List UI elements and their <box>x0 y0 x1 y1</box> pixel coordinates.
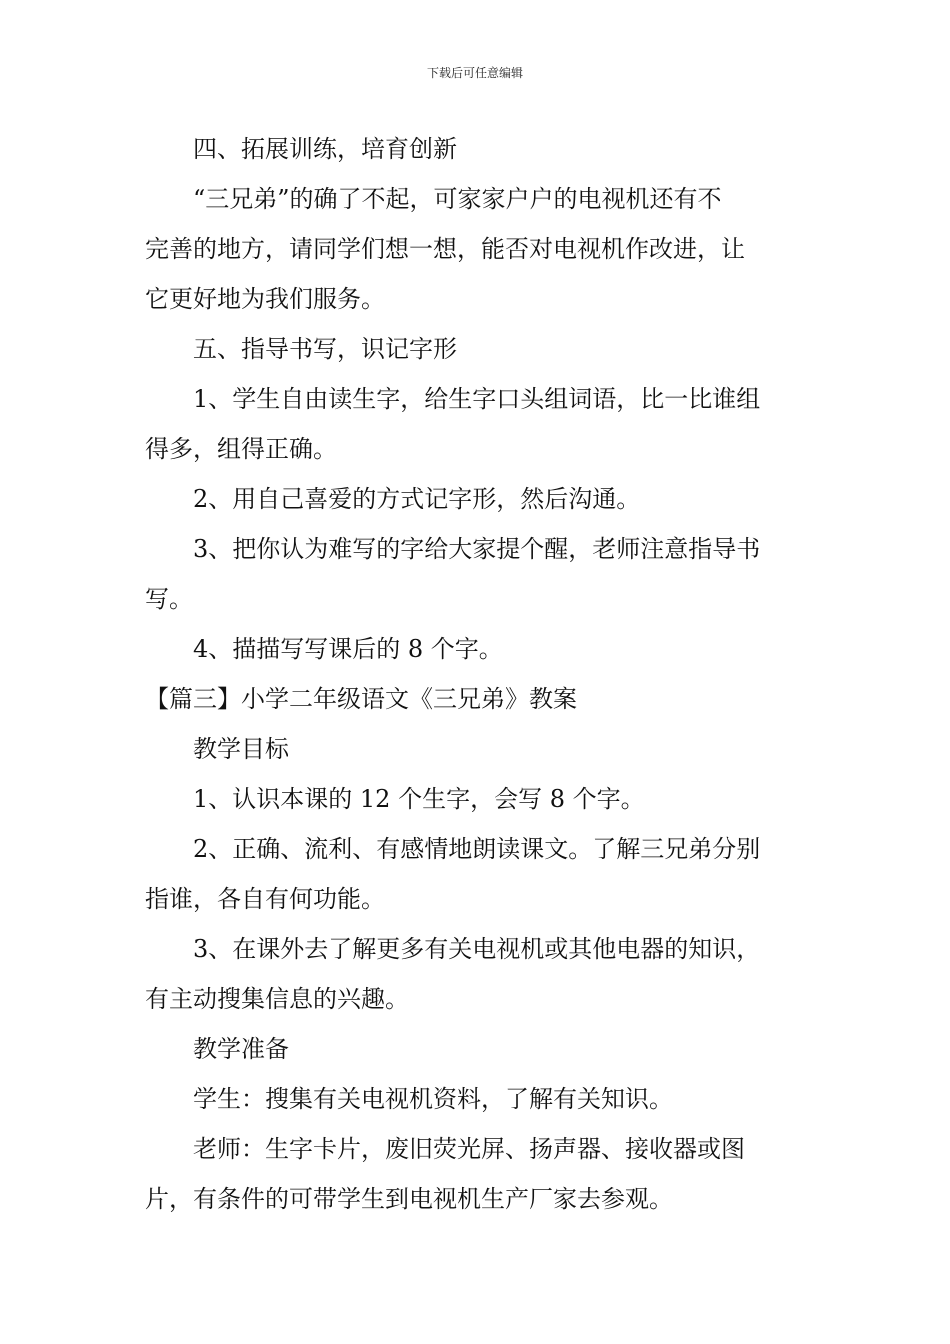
paragraph <box>145 524 809 624</box>
text-line: 1、学生自由读生字，给生字口头组词语，比一比谁组 <box>193 385 761 413</box>
text-line: 学生：搜集有关电视机资料，了解有关知识。 <box>193 1085 673 1113</box>
text-line: 教学目标 <box>193 735 289 763</box>
paragraph <box>145 774 809 824</box>
paragraph <box>145 1124 809 1224</box>
text-line: 3、在课外去了解更多有关电视机或其他电器的知识， <box>193 935 761 963</box>
text-line: 四、拓展训练，培育创新 <box>193 135 457 163</box>
paragraph <box>145 174 809 324</box>
document-body <box>145 124 809 1224</box>
subheading <box>145 724 809 774</box>
paragraph <box>145 324 809 374</box>
text-line: 3、把你认为难写的字给大家提个醒，老师注意指导书 <box>193 535 761 563</box>
paragraph <box>145 824 809 924</box>
text-line: 【篇三】小学二年级语文《三兄弟》教案 <box>145 685 577 713</box>
paragraph <box>145 924 809 1024</box>
text-line: 它更好地为我们服务。 <box>145 285 385 313</box>
text-line: 2、用自己喜爱的方式记字形，然后沟通。 <box>193 485 641 513</box>
text-line: 教学准备 <box>193 1035 289 1063</box>
paragraph <box>145 1074 809 1124</box>
paragraph <box>145 374 809 474</box>
text-line: 2、正确、流利、有感情地朗读课文。了解三兄弟分别 <box>193 835 761 863</box>
text-line: 指谁，各自有何功能。 <box>145 885 385 913</box>
subheading <box>145 1024 809 1074</box>
section-heading <box>145 674 809 724</box>
text-line: 五、指导书写，识记字形 <box>193 335 457 363</box>
text-line: “三兄弟”的确了不起，可家家户户的电视机还有不 <box>193 185 722 213</box>
text-line: 写。 <box>145 585 193 613</box>
text-line: 有主动搜集信息的兴趣。 <box>145 985 409 1013</box>
paragraph <box>145 474 809 524</box>
text-line: 片，有条件的可带学生到电视机生产厂家去参观。 <box>145 1185 673 1213</box>
paragraph <box>145 124 809 174</box>
text-line: 老师：生字卡片，废旧荧光屏、扬声器、接收器或图 <box>193 1135 745 1163</box>
text-line: 完善的地方，请同学们想一想，能否对电视机作改进，让 <box>145 235 745 263</box>
text-line: 1、认识本课的 12 个生字，会写 8 个字。 <box>193 785 645 813</box>
paragraph <box>145 624 809 674</box>
text-line: 得多，组得正确。 <box>145 435 337 463</box>
text-line: 4、描描写写课后的 8 个字。 <box>193 635 503 663</box>
page-header: 下载后可任意编辑 <box>426 66 523 80</box>
